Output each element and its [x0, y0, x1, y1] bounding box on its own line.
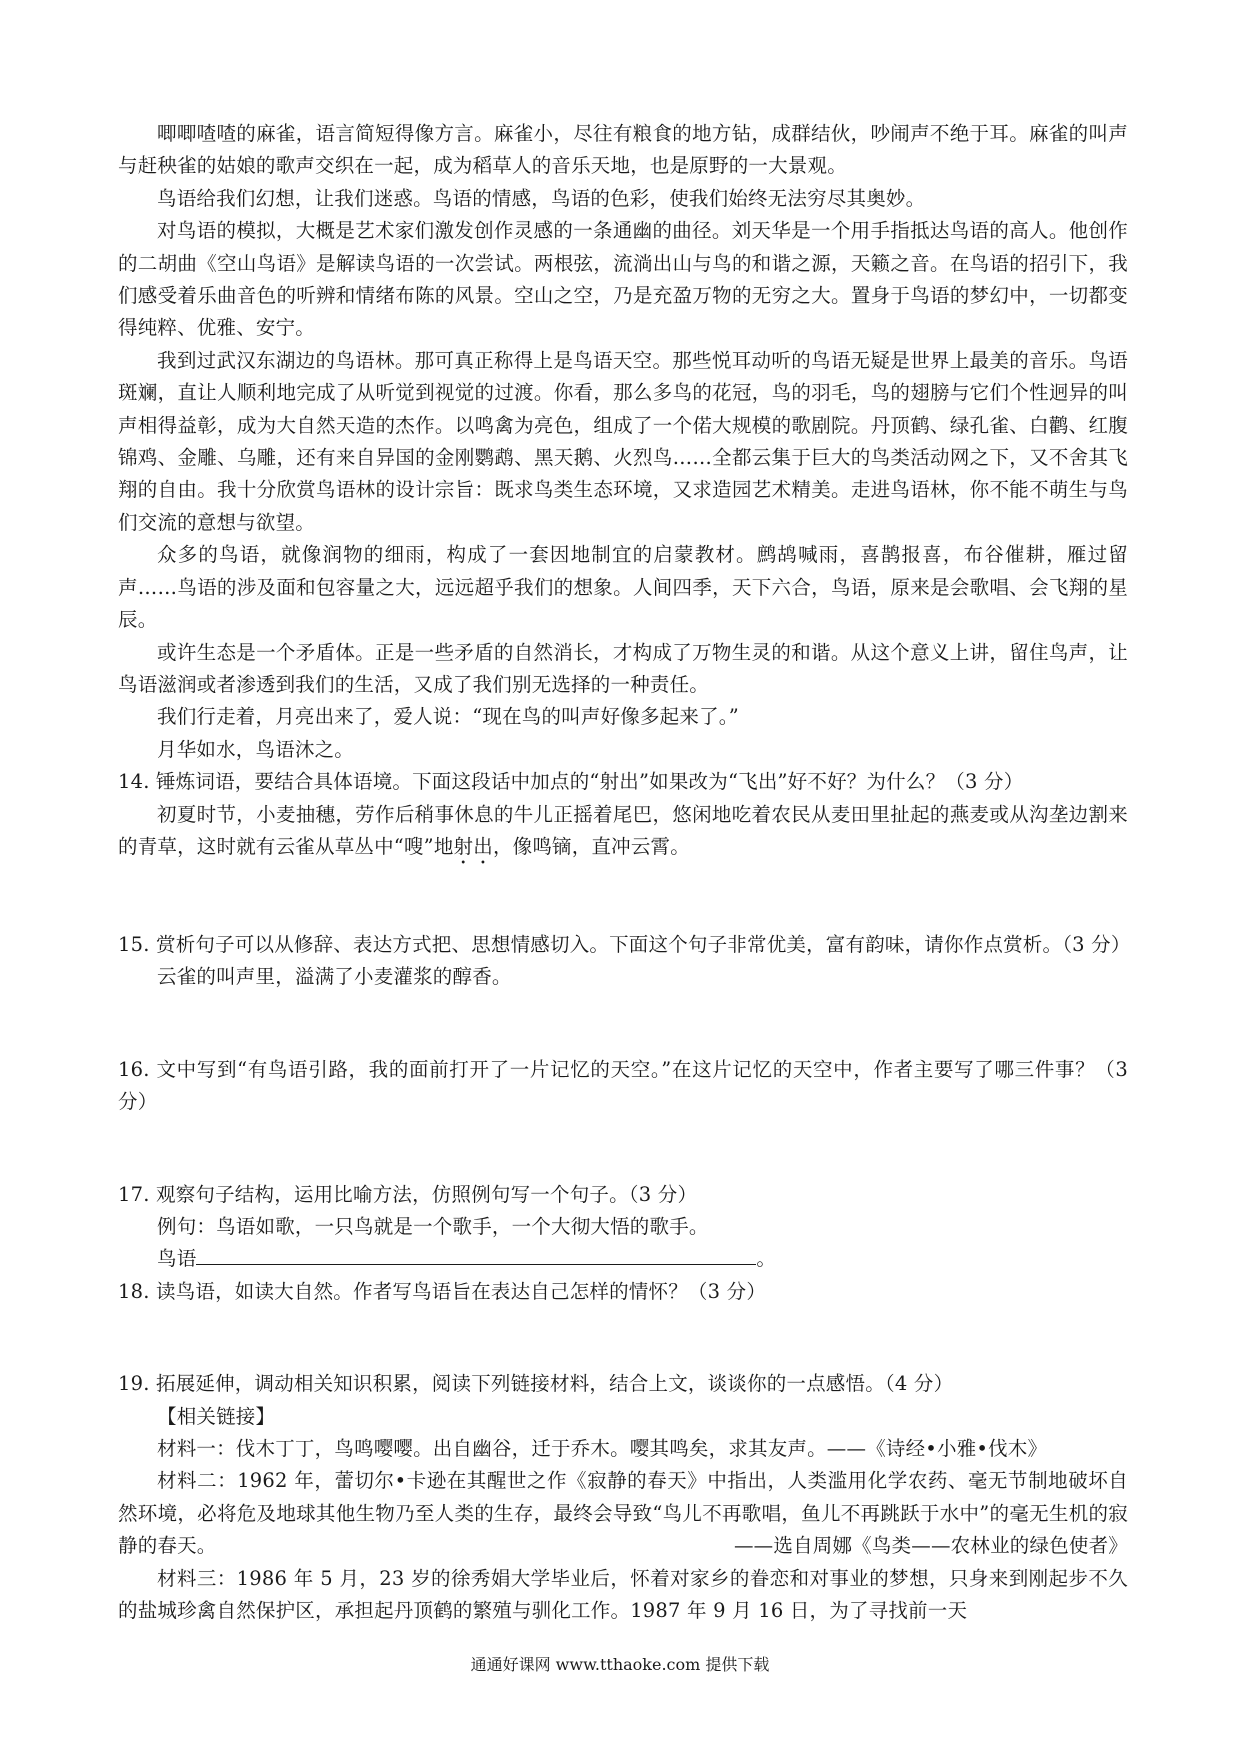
- fill-blank[interactable]: [196, 1244, 756, 1265]
- material-1: 材料一：伐木丁丁，鸟鸣嘤嘤。出自幽谷，迁于乔木。嘤其鸣矣，求其友声。——《诗经•小雅•伐木》: [157, 1437, 1048, 1460]
- fill-end: 。: [756, 1247, 777, 1271]
- question-15-stem: 15. 赏析句子可以从修辞、表达方式把、思想情感切入。下面这个句子非常优美，富有韵味，请你作点赏析。（3 分）: [118, 932, 1131, 956]
- question-17-stem: 17. 观察句子结构，运用比喻方法，仿照例句写一个句子。（3 分）: [118, 1182, 698, 1206]
- related-link-title: 【相关链接】: [157, 1404, 276, 1428]
- excerpt-text-after: ，像鸣镝，直冲云霄。: [492, 834, 690, 858]
- passage-paragraph-7: 我们行走着，月亮出来了，爱人说：“现在鸟的叫声好像多起来了。”: [157, 705, 739, 729]
- question-17-example: 例句：鸟语如歌，一只鸟就是一个歌手，一个大彻大悟的歌手。: [157, 1214, 709, 1238]
- passage-paragraph-6: 或许生态是一个矛盾体。正是一些矛盾的自然消长，才构成了万物生灵的和谐。从这个意义上讲，留住鸟声，让鸟语滋润或者渗透到我们的生活，又成了我们别无选择的一种责任。: [118, 640, 1128, 696]
- material-3: 材料三：1986 年 5 月，23 岁的徐秀娟大学毕业后，怀着对家乡的眷恋和对事业的梦想，只身来到刚起步不久的盐城珍禽自然保护区，承担起丹顶鹤的繁殖与驯化工作。1987 年 9 月 16 日，为了寻找前一天: [118, 1566, 1128, 1623]
- excerpt-text-before: 初夏时节，小麦抽穗，劳作后稍事休息的牛儿正摇着尾巴，悠闲地吃着农民从麦田里扯起的燕麦或从沟垄边割来的青草，这时就有云雀从草丛中“嗖”地: [118, 802, 1128, 858]
- question-17-fill-line: [118, 1243, 1128, 1275]
- question-14-excerpt: [118, 799, 1128, 869]
- page-footer: 通通好课网 www.tthaoke.com 提供下载: [470, 1655, 770, 1674]
- material-2: [118, 1465, 1128, 1562]
- exam-page: [118, 118, 1131, 1627]
- fill-prompt: 鸟语: [157, 1247, 197, 1271]
- question-18-stem: 18. 读鸟语，如读大自然。作者写鸟语旨在表达自己怎样的情怀？（3 分）: [118, 1279, 767, 1303]
- answer-space-15[interactable]: [118, 994, 1128, 1054]
- material-2-text: 材料二：1962 年，蕾切尔•卡逊在其醒世之作《寂静的春天》中指出，人类滥用化学农药、毫无节制地破坏自然环境，必将危及地球其他生物乃至人类的生存，最终会导致“鸟儿不再歌唱，鱼儿不再跳跃于水中”的毫无生机的寂静的春天。: [118, 1469, 1128, 1558]
- dotted-word: 射出: [453, 834, 493, 858]
- passage-paragraph-1: 唧唧喳喳的麻雀，语言简短得像方言。麻雀小，尽往有粮食的地方钻，成群结伙，吵闹声不绝于耳。麻雀的叫声与赶秧雀的姑娘的歌声交织在一起，成为稻草人的音乐天地，也是原野的一大景观。: [118, 122, 1128, 178]
- question-15-sentence: 云雀的叫声里，溢满了小麦灌浆的醇香。: [157, 965, 512, 989]
- passage-paragraph-4: 我到过武汉东湖边的鸟语林。那可真正称得上是鸟语天空。那些悦耳动听的鸟语无疑是世界上最美的音乐。鸟语斑斓，直让人顺利地完成了从听觉到视觉的过渡。你看，那么多鸟的花冠，鸟的羽毛，鸟的翅膀与它们个性迥异的叫声相得益彰，成为大自然天造的杰作。以鸣禽为亮色，组成了一个偌大规模的歌剧院。丹顶鹤、绿孔雀、白鹳、红腹锦鸡、金雕、乌雕，还有来自异国的金刚鹦鹉、黑天鹅、火烈鸟……全都云集于巨大的鸟类活动网之下，又不舍其飞翔的自由。我十分欣赏鸟语林的设计宗旨：既求鸟类生态环境，又求造园艺术精美。走进鸟语林，你不能不萌生与鸟们交流的意想与欲望。: [118, 348, 1128, 534]
- answer-space-16[interactable]: [118, 1119, 1128, 1179]
- question-16-stem: 16. 文中写到“有鸟语引路，我的面前打开了一片记忆的天空。”在这片记忆的天空中，作者主要写了哪三件事？（3 分）: [118, 1057, 1128, 1114]
- passage-paragraph-5: 众多的鸟语，就像润物的细雨，构成了一套因地制宜的启蒙教材。鹧鸪喊雨，喜鹊报喜，布谷催耕，雁过留声……鸟语的涉及面和包容量之大，远远超乎我们的想象。人间四季，天下六合，鸟语，原来是会歌唱、会飞翔的星辰。: [118, 543, 1128, 632]
- material-2-source: ——选自周娜《鸟类——农林业的绿色使者》: [733, 1534, 1128, 1558]
- question-19-stem: 19. 拓展延伸，调动相关知识积累，阅读下列链接材料，结合上文，谈谈你的一点感悟。（4 分）: [118, 1372, 954, 1396]
- question-14-stem: 14. 锤炼词语，要结合具体语境。下面这段话中加点的“射出”如果改为“飞出”好不好？为什么？（3 分）: [118, 770, 1024, 794]
- passage-paragraph-8: 月华如水，鸟语沐之。: [157, 737, 355, 761]
- answer-space-14[interactable]: [118, 869, 1128, 929]
- passage-paragraph-2: 鸟语给我们幻想，让我们迷惑。鸟语的情感，鸟语的色彩，使我们始终无法穷尽其奥妙。: [157, 186, 926, 210]
- answer-space-18[interactable]: [118, 1308, 1128, 1368]
- passage-paragraph-3: 对鸟语的模拟，大概是艺术家们激发创作灵感的一条通幽的曲径。刘天华是一个用手指抵达鸟语的高人。他创作的二胡曲《空山鸟语》是解读鸟语的一次尝试。两根弦，流淌出山与鸟的和谐之源，天籁之音。在鸟语的招引下，我们感受着乐曲音色的听辨和情绪布陈的风景。空山之空，乃是充盈万物的无穷之大。置身于鸟语的梦幻中，一切都变得纯粹、优雅、安宁。: [118, 219, 1128, 340]
